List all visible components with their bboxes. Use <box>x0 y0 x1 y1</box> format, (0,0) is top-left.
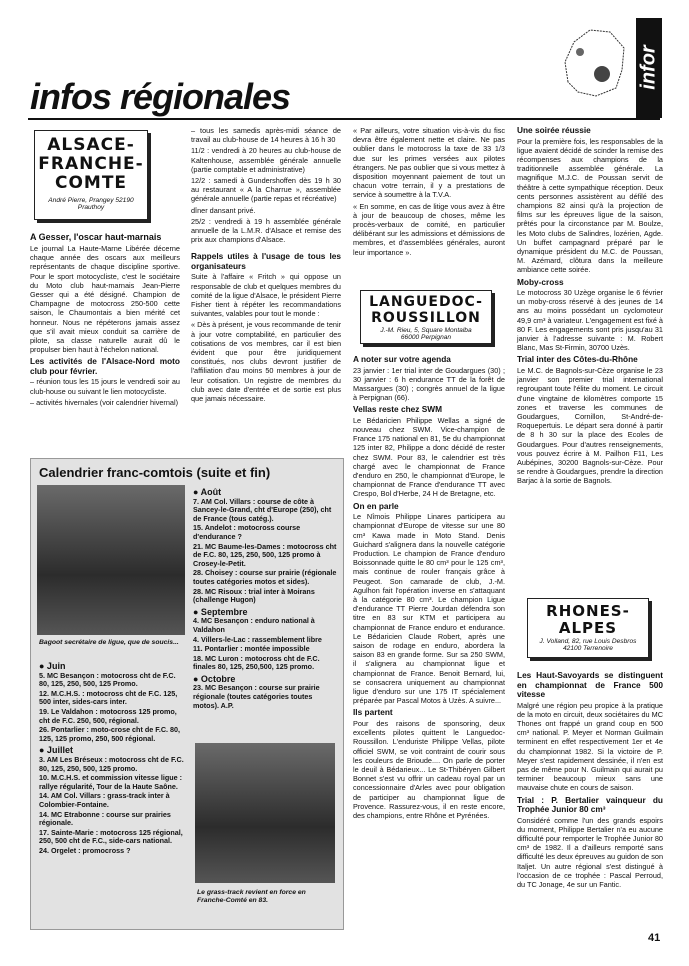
article-agenda: 23 janvier : 1er trial inter de Goudargues (30) ; 30 janvier : 6 h endurance TT de la forêt de Massargues (30) ; congrès annuel de la ligue à Perpignan (66). <box>353 365 505 403</box>
calendar-entry: 7. AM Col. Villars : course de côte à Sancey-le-Grand, cht d'Europe (250), cht de France (tous catég.). <box>193 496 332 523</box>
schedule-2: 11/2 : vendredi à 20 heures au club-house de Kaltenhouse, assemblée générale annuelle (partie comptable et administrative) <box>191 146 341 174</box>
calendar-entry: 10. M.C.H.S. et commission vitesse ligue : rallye régularité, Tour de la Haute Saône. <box>39 773 182 791</box>
article-soiree: Pour la première fois, les responsables de la ligue avaient décidé de scinder la remise des récompenses aux champions de la traditionnelle assemblée générale. La magnifique M.J.C. de Poussan servit de théâtre à cette sympathique réception. Deux cents personnes assistèrent au défilé des champions 82 ainsi qu'à la projection de films sur les épreuves ligue de la saison, prêtés pour la circonstance par M. Boulze, les Moto clubs de Salindres, lozérien, Agde. Un buffet campagnard préparé par le dynamique président du M.C. de Poussan, M. Azémard, clôtura dans la meilleure ambiance cette soirée. <box>517 136 663 275</box>
section-tab <box>636 18 662 118</box>
article-gesser: Le journal La Haute-Marne Libérée décerne chaque année des oscars aux meilleurs représentants de chaque discipline sportive. Pour le sport motocycliste, c'est le sociétaire du Moto club haut-marnais Jean-Pierre Gesser qui a été désigné. Champion de Champagne de motocross 250-500 cette saison, le Chaumontais a bien mérité cet honneur. Nous ne répéterons jamais assez que s'il avait mieux conduit sa carrière de pilote, sa classe naturelle aurait dû le propulser bien haut à l'échelon national. <box>30 244 180 355</box>
calendar-entry: 14. MC Etrabonne : course sur prairies régionale. <box>39 809 171 828</box>
heading-soiree: Une soirée réussie <box>517 125 591 135</box>
article-bertalier: Considéré comme l'un des grands espoirs du moment, Philippe Bertalier n'a eu aucune difficulté pour remporter le Trophée Junior 80 cm³ de 1982. Il a d'ailleurs remporté sans difficulté les deux épreuves au guidon de son Italjet. Un autre régional s'est distingué à l'occasion de ce trophée : Pascal Perroud, du TC Jonage, 4e sur un Fantic. <box>517 815 663 889</box>
page-number: 41 <box>648 932 661 944</box>
calendar-entry: 24. Orgelet : promocross ? <box>39 845 131 855</box>
calendar-entry: 26. Pontarlier : moto-crose cht de F.C. 80, 125, 125 promo, 250, 500 régional. <box>39 725 180 743</box>
article-activites-2: – activités hivernales (voir calendrier hivernal) <box>30 397 179 407</box>
heading-parle: On en parle <box>353 500 399 511</box>
calendar-entry: 17. Sainte-Marie : motocross 125 régional, 250, 500 cht de F.C., side-cars national. <box>39 827 183 846</box>
article-cont-1: « Par ailleurs, votre situation vis-à-vis du fisc devra être également nette et claire. Ne pas oublier dans le motocross la taxe de 33 1/3 due sur les primes versées aux pilotes étrangers. Ne pas oublier que si vous mettez à disposition moyennant paiement de tout un chacun votre terrain, il y a prestations de service à soumettre à la T.V.A. <box>353 126 505 200</box>
calendar-entry: 11. Pontarlier : montée impossible <box>193 644 310 654</box>
article-moby: Le motocross 30 Uzège organise le 6 février un moby-cross réservé à des jeunes de 14 ans au moins possédant un cyclomoteur 49,9 cm³ à variateur. L'engagement est fixé à 80 F. Les engagements sont pris jusqu'au 31 janvier à l'adresse suivante : M. Robert Blanc, Mas St-Firmin, 30700 Uzès. <box>517 288 663 353</box>
calendar-entry: 3. AM Les Bréseux : motocross cht de F.C. 80, 125, 250, 500, 125 promo. <box>39 754 184 773</box>
heading-rappels: Rappels utiles à l'usage de tous les organisateurs <box>191 251 341 271</box>
heading-moby: Moby-cross <box>517 276 564 287</box>
article-rappels-2: « Dès à présent, je vous recommande de tenir à jour votre comptabilité, en particulier des cotisations de vos membres, car il est bien évident que pour être juridiquement constitués, nos clubs devront justifier de l'affiliation d'au moins 50 membres à jour de leur cotisation. Un registre de membres du club avec date d'entrée et de sortie est plus que jamais nécessaire. <box>191 320 341 404</box>
heading-savoyards: Les Haut-Savoyards se distinguent en championnat de France 500 vitesse <box>517 670 663 699</box>
article-partent: Pour des raisons de sponsoring, deux excellents pilotes quittent le Languedoc-Roussillon. L'enduriste Philippe Vellas, pilote officiel SWM, se voit contraint de courir sous les couleurs de Brioude.... On parle de porter le deuil à Bédarieux... Le St-Thibéryen Gilbert Bonnet s'est vu offrir un cadeau royal par un concessionnaire d'Arles avec pour obligation de participer au championnat ligue de Provence. Rassurez-vous, il en reste encore, des champions, entre Rhône et Pyrénées. <box>353 718 505 820</box>
calendar-month: ● Septembre <box>193 606 248 617</box>
calendar-entry: 28. MC Risoux : trial inter à Moirans (challenge Hugon) <box>193 586 315 605</box>
calendar-month: ● Juillet <box>39 745 73 756</box>
calendar-entry: 21. MC Baume-les-Dames : motocross cht de F.C. 80, 125, 250, 500, 125 promo à Crosey-le-Petit. <box>193 541 337 568</box>
calendar-entry: 4. MC Besançon : enduro national à Valdahon <box>193 616 315 634</box>
article-cont-2: « En somme, en cas de litige vous avez à être à jour de beaucoup de choses, même les procès-verbaux de comité, en particulier délibérant sur les admissions et démissions de membres, et d'assemblées générales, auront leur importance ». <box>353 201 505 257</box>
region-address: André Pierre, Prangey 52190 Prauthoy <box>48 197 134 211</box>
photo-grass-track <box>195 743 335 883</box>
heading-activites: Les activités de l'Alsace-Nord moto club pour février. <box>30 356 180 376</box>
region-name: RHONES- ALPES <box>546 602 630 637</box>
region-name: ALSACE- FRANCHE- COMTE <box>38 135 144 193</box>
column-4 <box>517 668 663 891</box>
title-rule <box>28 118 660 120</box>
region-address: J.-M. Rieu, 5, Square Montalba 66000 Perpignan <box>380 327 472 341</box>
calendar-box <box>30 458 344 930</box>
calendar-month: ● Juin <box>39 661 66 671</box>
schedule-3: 12/2 : samedi à Gundershoffen dès 19 h 30 au restaurant « A la Charrue », assemblée générale annuelle (partie repas et récréative) <box>191 176 341 204</box>
schedule-5: 25/2 : vendredi à 19 h assemblée générale annuelle de la L.M.R. d'Alsace et remise des prix aux champions d'Alsace. <box>191 216 341 245</box>
calendar-entry: 19. Le Valdahon : motocross 125 promo, cht de F.C. 250, 500, régional. <box>39 706 177 725</box>
region-box-languedoc <box>360 290 492 344</box>
heading-gesser: A Gesser, l'oscar haut-marnais <box>30 232 162 242</box>
article-savoyards: Malgré une région peu propice à la pratique de la moto en circuit, deux sociétaires du MC Thones ont frappé un grand coup en 500 cm³ national. P. Meyer et Norman Guilmain terminent en effet respectivement 1er et 4e du championnat 1982. Si la victoire de P. Meyer s'est rapidement dessinée, il n'en est pas de même pour N. Guilmain qui aurait pu terminer beaucoup mieux sans une mauvaise chute en cours de saison. <box>517 700 663 793</box>
column-3 <box>353 352 505 822</box>
column-3-top <box>353 126 505 259</box>
article-parle: Le Nîmois Philippe Linares participera au championnat d'Europe de vitesse sur une 80 cm³ Kawa made in Moto Stand. Denis Guichard s'alignera dans la nouvelle catégorie Production. Le champion de France d'enduro Boissonnade quitte le 80 cm³ pour le 125 cm³, mais continue de rouler français grâce à Peugeot. Son camarade de club, J.-M. Agulhon fait l'opération inverse en s'attaquant à la catégorie 80 cm³. Le champion Ligue d'endurance TT Pierre Jourdan défendra son titre en 83 sur KTM et participera au championnat de France enduro et endurance. Le Bédaricien Claude Robert, après une saison de rodage en enduro, abordera la saison 83 en grande forme. Sur sa 250 SWM, il s'alignera au championnat ligue et championnat de France. Benoit Bernard, lui, se consacrera uniquement au championnat ligue d'enduro sur une 175 IT spécialement préparée par Pascal Motos à Uzès. A suivre... <box>353 512 505 706</box>
column-4-top <box>517 126 663 488</box>
calendar-month: ● Octobre <box>193 673 236 684</box>
calendar-entry: 4. Villers-le-Lac : rassemblement libre <box>193 634 322 644</box>
schedule-1: – tous les samedis après-midi séance de travail au club-house de 14 heures à 16 h 30 <box>191 126 341 145</box>
calendar-list-right <box>193 485 337 711</box>
article-rappels-1: Suite à l'affaire « Fritch » qui oppose un responsable de club et quelques membres du comité de la ligue d'Alsace, le président Pierre Fisher tient à répéter les recommandations suivantes, valables pour tout le monde : <box>191 272 341 319</box>
region-address: J. Volland, 82, rue Louis Desbros 42100 Terrenoire <box>539 638 637 652</box>
region-box-alsace <box>34 130 148 220</box>
map-icon <box>560 22 630 102</box>
heading-agenda: A noter sur votre agenda <box>353 354 451 364</box>
heading-bertalier: Trial : P. Bertalier vainqueur du Trophée Junior 80 cm³ <box>517 794 663 815</box>
article-trial: Le M.C. de Bagnols-sur-Cèze organise le 23 janvier son premier trial international regroupant toute l'élite du moment. Le circuit d'une vingtaine de kilomètres comporte 15 zones et traverse les communes de Goudargues, Cornillon, St-André-de-Roquepertuis. Le départ sera donné à partir de 8 h 30 sur la place des Ecoles de Goudargues. Pour d'autres renseignements, vous pouvez écrire à M. Pailhon F11, Les Aubépines, 30200 Bagnols-sur-Cèze. Pour se rendre à Goudargues, prendre la direction Barjac à la sortie de Bagnols. <box>517 365 663 486</box>
calendar-entry: 15. Andelot : motocross course d'endurance ? <box>193 523 301 541</box>
heading-vellas: Vellas reste chez SWM <box>353 404 443 415</box>
calendar-entry: 23. MC Besançon : course sur prairie régionale (toutes catégories toutes motos). A.P. <box>193 683 320 710</box>
calendar-title: Calendrier franc-comtois (suite et fin) <box>39 465 271 480</box>
photo-secretaire <box>37 485 185 635</box>
page-title: infos régionales <box>30 76 291 117</box>
article-vellas: Le Bédaricien Philippe Wellas a signé de nouveau chez SWM. Vice-champion de France 175 national en 81, 5e du championnat 125 inter 82, Philippe a donc décidé de rester chez SWM. Pour 83, le calendrier est très chargé avec le championnat de France d'enduro en 250, le championnat d'Europe, le championnat de France d'endurance TT avec Crespo, Bol d'Herbe, 24 H de Bretagne, etc. <box>353 415 505 499</box>
section-tab-label: infor <box>637 45 660 90</box>
calendar-entry: 12. M.C.H.S. : motocross cht de F.C. 125, 500 inter, sides-cars inter. <box>39 688 178 707</box>
region-name: LANGUEDOC- ROUSSILLON <box>369 294 483 326</box>
calendar-entry: 14. AM Col. Villars : grass-track inter à Colombier-Fontaine. <box>39 791 170 809</box>
heading-partent: Ils partent <box>353 707 393 718</box>
article-activites-1: – réunion tous les 15 jours le vendredi soir au club-house ou suivant le lien motocycliste. <box>30 377 180 396</box>
column-1 <box>30 228 180 409</box>
photo-caption-1: Bagoot secrétaire de ligue, que de soucis... <box>39 639 179 646</box>
heading-trial: Trial inter des Côtes-du-Rhône <box>517 354 638 365</box>
calendar-list-left <box>39 659 185 856</box>
calendar-entry: 18. MC Luron : motocross cht de F.C. finales 80, 125, 250,500, 125 promo. <box>193 653 320 672</box>
calendar-entry: 5. MC Besançon : motocross cht de F.C. 80, 125, 250, 500, 125 Promo. <box>39 670 176 689</box>
schedule-4: dîner dansant privé. <box>191 205 256 215</box>
region-box-rhones <box>527 598 649 658</box>
calendar-entry: 28. Choisey : course sur prairie (régionale toutes catégories motos et sides). <box>193 568 337 586</box>
column-2 <box>191 126 341 405</box>
calendar-month: ● Août <box>193 487 222 497</box>
photo-caption-2: Le grass-track revient en force en Franche-Comté en 83. <box>197 889 306 904</box>
